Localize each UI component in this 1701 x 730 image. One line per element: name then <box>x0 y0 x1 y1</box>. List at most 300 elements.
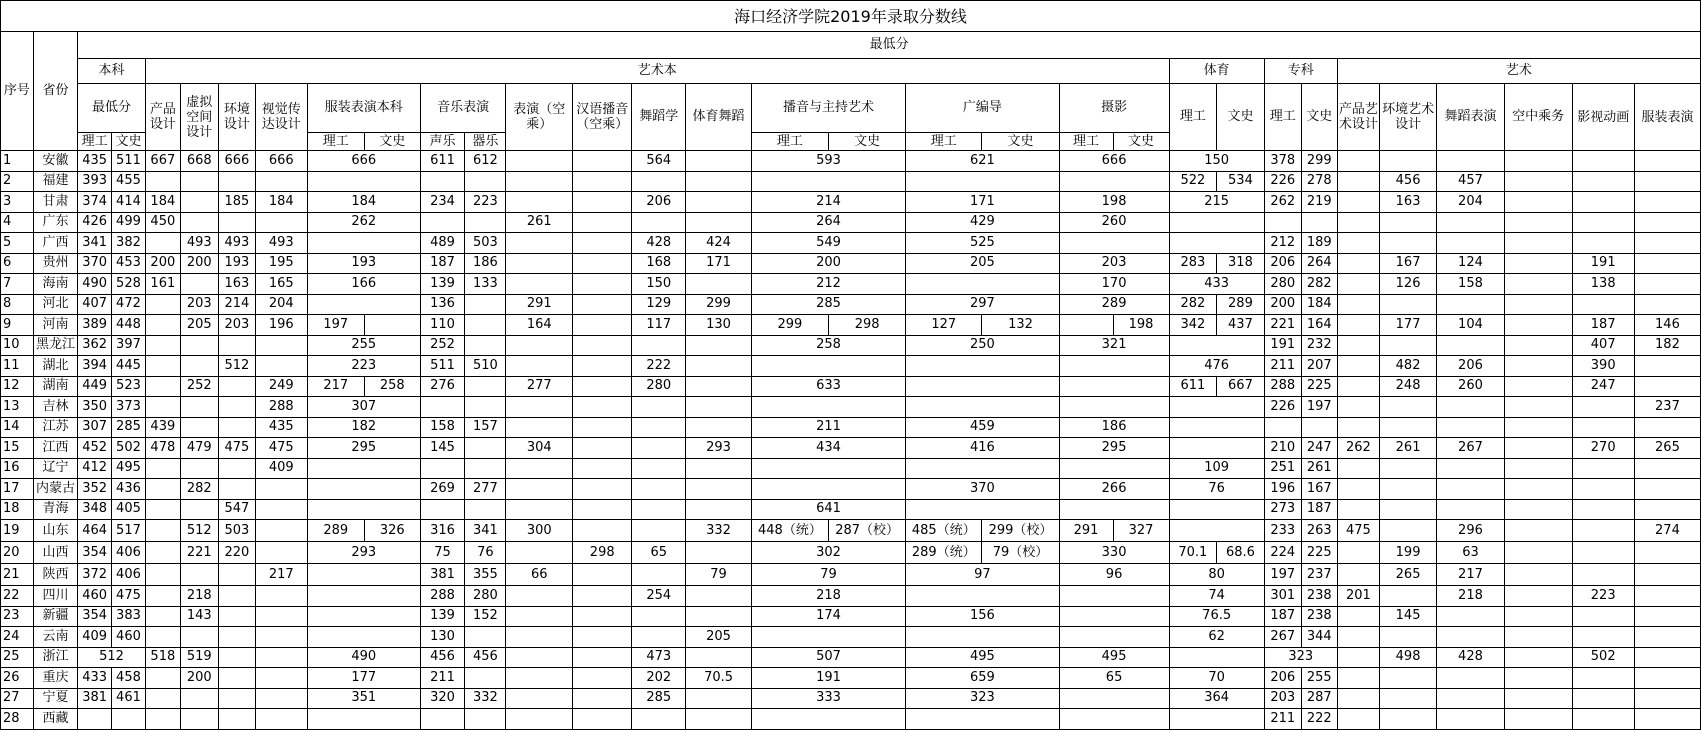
score-cell: 255 <box>1301 668 1337 689</box>
score-cell: 262 <box>1264 192 1301 213</box>
score-cell <box>1059 315 1113 336</box>
score-cell <box>1634 479 1700 500</box>
score-cell <box>465 171 506 192</box>
score-cell <box>255 212 307 233</box>
score-cell <box>145 499 180 520</box>
score-cell <box>1634 647 1700 668</box>
score-cell <box>1504 376 1572 397</box>
score-cell <box>1572 192 1634 213</box>
score-cell: 200 <box>180 668 218 689</box>
score-cell <box>1380 709 1437 730</box>
score-cell: 373 <box>112 397 146 418</box>
score-cell <box>686 688 752 709</box>
score-cell <box>1169 212 1264 233</box>
score-cell: 502 <box>1572 647 1634 668</box>
score-cell: 472 <box>112 294 146 315</box>
score-cell <box>1504 397 1572 418</box>
score-cell: 109 <box>1169 458 1264 479</box>
score-cell: 225 <box>1301 542 1337 564</box>
score-cell <box>686 417 752 438</box>
score-cell: 456 <box>420 647 464 668</box>
header-tiyu-ligong: 理工 <box>1169 84 1217 151</box>
score-cell: 104 <box>1437 315 1505 336</box>
score-cell: 232 <box>1301 335 1337 356</box>
row-index: 28 <box>1 709 34 730</box>
score-cell <box>465 438 506 459</box>
score-cell <box>1634 233 1700 254</box>
score-cell: 296 <box>1437 520 1505 542</box>
table-row <box>1 212 1701 233</box>
score-cell <box>1437 499 1505 520</box>
score-cell: 166 <box>307 274 420 295</box>
score-cell: 519 <box>180 647 218 668</box>
score-cell: 667 <box>1217 376 1265 397</box>
score-cell <box>1634 709 1700 730</box>
score-cell <box>1337 335 1379 356</box>
score-cell <box>180 274 218 295</box>
score-cell <box>1337 233 1379 254</box>
score-cell <box>573 151 632 172</box>
score-cell: 510 <box>465 356 506 377</box>
score-cell <box>1337 151 1379 172</box>
score-cell: 184 <box>1301 294 1337 315</box>
score-cell <box>420 709 464 730</box>
score-cell: 285 <box>632 688 686 709</box>
header-hanyu: 汉语播音（空乘） <box>573 84 632 151</box>
score-cell: 260 <box>1059 212 1169 233</box>
score-cell <box>506 586 573 607</box>
score-cell: 252 <box>180 376 218 397</box>
score-cell <box>1504 253 1572 274</box>
score-cell <box>1504 171 1572 192</box>
score-cell: 301 <box>1264 586 1301 607</box>
score-cell <box>1437 606 1505 627</box>
score-cell <box>218 688 255 709</box>
score-table <box>0 31 1701 730</box>
score-cell <box>1380 233 1437 254</box>
row-province: 西藏 <box>33 709 77 730</box>
row-index: 12 <box>1 376 34 397</box>
score-cell: 79（校） <box>982 542 1059 564</box>
score-cell <box>906 709 1059 730</box>
score-cell <box>751 397 905 418</box>
score-cell: 206 <box>1437 356 1505 377</box>
score-cell <box>686 647 752 668</box>
score-cell <box>1380 397 1437 418</box>
score-cell: 74 <box>1169 586 1264 607</box>
score-cell <box>1169 438 1264 459</box>
score-cell: 200 <box>145 253 180 274</box>
score-cell: 300 <box>506 520 573 542</box>
score-cell: 460 <box>78 586 112 607</box>
score-cell <box>1504 606 1572 627</box>
score-cell: 348 <box>78 499 112 520</box>
row-province: 江西 <box>33 438 77 459</box>
score-cell: 198 <box>1059 192 1169 213</box>
score-cell <box>145 586 180 607</box>
score-cell: 280 <box>465 586 506 607</box>
score-cell <box>180 417 218 438</box>
header-fuzhuang-wenshi: 文史 <box>364 133 420 151</box>
score-cell <box>1337 647 1379 668</box>
score-cell: 63 <box>1437 542 1505 564</box>
score-cell <box>1337 709 1379 730</box>
row-province: 贵州 <box>33 253 77 274</box>
score-cell <box>78 709 112 730</box>
score-cell: 222 <box>1301 709 1337 730</box>
score-cell <box>632 709 686 730</box>
row-province: 海南 <box>33 274 77 295</box>
score-cell: 203 <box>218 315 255 336</box>
score-cell: 278 <box>1301 171 1337 192</box>
score-cell: 223 <box>307 356 420 377</box>
score-cell <box>1169 499 1264 520</box>
table-row <box>1 274 1701 295</box>
score-cell: 110 <box>420 315 464 336</box>
score-cell: 234 <box>420 192 464 213</box>
score-cell: 226 <box>1264 397 1301 418</box>
score-cell: 333 <box>751 688 905 709</box>
table-row <box>1 171 1701 192</box>
header-tiyu-wenshi: 文史 <box>1217 84 1265 151</box>
score-cell: 191 <box>751 668 905 689</box>
score-cell: 282 <box>1169 294 1217 315</box>
score-cell: 197 <box>307 315 364 336</box>
score-cell: 167 <box>1301 479 1337 500</box>
score-cell <box>1169 397 1264 418</box>
score-cell <box>573 668 632 689</box>
score-cell <box>1337 606 1379 627</box>
row-index: 15 <box>1 438 34 459</box>
row-index: 9 <box>1 315 34 336</box>
score-cell <box>1437 627 1505 648</box>
score-cell: 145 <box>1380 606 1437 627</box>
score-cell: 170 <box>1059 274 1169 295</box>
score-cell <box>1059 688 1169 709</box>
score-cell <box>218 458 255 479</box>
score-cell: 184 <box>145 192 180 213</box>
score-cell <box>1504 335 1572 356</box>
score-cell <box>1504 668 1572 689</box>
score-cell <box>1380 479 1437 500</box>
score-cell: 307 <box>307 397 420 418</box>
score-cell: 267 <box>1264 627 1301 648</box>
score-cell <box>145 709 180 730</box>
score-cell: 145 <box>420 438 464 459</box>
score-cell <box>1634 356 1700 377</box>
score-cell <box>1634 376 1700 397</box>
score-cell: 289（统） <box>906 542 982 564</box>
score-cell <box>145 315 180 336</box>
score-cell <box>1301 417 1337 438</box>
score-cell <box>145 376 180 397</box>
header-sheying-ligong: 理工 <box>1059 133 1113 151</box>
score-cell: 564 <box>632 151 686 172</box>
score-cell: 490 <box>307 647 420 668</box>
score-cell <box>1380 627 1437 648</box>
score-cell: 389 <box>78 315 112 336</box>
score-cell: 138 <box>1572 274 1634 295</box>
score-cell: 475 <box>255 438 307 459</box>
row-province: 河北 <box>33 294 77 315</box>
score-cell: 70 <box>1169 668 1264 689</box>
score-cell <box>307 586 420 607</box>
score-cell: 381 <box>420 564 464 586</box>
header-tiyu-wudao: 体育舞蹈 <box>686 84 752 151</box>
score-cell <box>1059 356 1169 377</box>
score-cell: 182 <box>1634 335 1700 356</box>
table-row <box>1 417 1701 438</box>
score-cell <box>573 356 632 377</box>
score-cell <box>218 586 255 607</box>
score-cell <box>1264 212 1301 233</box>
score-cell <box>1059 458 1169 479</box>
score-cell: 633 <box>751 376 905 397</box>
row-index: 20 <box>1 542 34 564</box>
score-cell: 79 <box>751 564 905 586</box>
score-cell: 549 <box>751 233 905 254</box>
score-cell <box>1169 709 1264 730</box>
score-cell <box>1634 564 1700 586</box>
score-cell <box>1337 171 1379 192</box>
score-cell <box>1504 479 1572 500</box>
score-cell: 666 <box>255 151 307 172</box>
score-cell: 200 <box>751 253 905 274</box>
header-benke-wenshi: 文史 <box>112 133 146 151</box>
score-cell <box>1572 151 1634 172</box>
score-cell: 266 <box>1059 479 1169 500</box>
score-cell <box>1337 376 1379 397</box>
score-cell <box>1380 688 1437 709</box>
table-row <box>1 668 1701 689</box>
score-cell <box>145 397 180 418</box>
score-cell <box>145 688 180 709</box>
score-cell: 495 <box>906 647 1059 668</box>
score-cell <box>1504 688 1572 709</box>
score-cell <box>906 586 1059 607</box>
score-cell: 475 <box>218 438 255 459</box>
table-row <box>1 335 1701 356</box>
header-qiyue: 器乐 <box>465 133 506 151</box>
score-cell: 139 <box>420 606 464 627</box>
score-cell: 394 <box>78 356 112 377</box>
score-cell <box>751 171 905 192</box>
header-guangbian-wenshi: 文史 <box>982 133 1059 151</box>
score-cell: 217 <box>307 376 364 397</box>
score-cell: 165 <box>255 274 307 295</box>
score-cell: 332 <box>686 520 752 542</box>
score-cell: 478 <box>145 438 180 459</box>
score-cell <box>1572 520 1634 542</box>
row-index: 19 <box>1 520 34 542</box>
score-cell <box>145 564 180 586</box>
header-guangbian-ligong: 理工 <box>906 133 982 151</box>
score-cell <box>1504 564 1572 586</box>
header-zk-yingshi: 影视动画 <box>1572 84 1634 151</box>
score-cell <box>145 606 180 627</box>
score-cell: 503 <box>465 233 506 254</box>
score-cell: 433 <box>78 668 112 689</box>
score-cell <box>1380 417 1437 438</box>
score-cell: 517 <box>112 520 146 542</box>
score-cell: 198 <box>1113 315 1169 336</box>
score-cell: 434 <box>751 438 905 459</box>
score-cell: 493 <box>255 233 307 254</box>
score-cell <box>506 647 573 668</box>
score-cell: 191 <box>1264 335 1301 356</box>
score-cell: 456 <box>1380 171 1437 192</box>
score-cell: 397 <box>112 335 146 356</box>
score-cell <box>1169 335 1264 356</box>
score-cell <box>1634 212 1700 233</box>
score-cell: 412 <box>78 458 112 479</box>
score-cell <box>573 315 632 336</box>
score-cell: 220 <box>218 542 255 564</box>
score-cell: 511 <box>420 356 464 377</box>
score-cell <box>1572 171 1634 192</box>
score-cell: 295 <box>307 438 420 459</box>
score-cell: 495 <box>112 458 146 479</box>
score-cell <box>751 356 905 377</box>
score-cell <box>465 668 506 689</box>
score-cell <box>1572 627 1634 648</box>
score-cell: 262 <box>1337 438 1379 459</box>
score-cell: 62 <box>1169 627 1264 648</box>
score-cell: 489 <box>420 233 464 254</box>
score-cell <box>255 709 307 730</box>
score-cell <box>632 438 686 459</box>
score-cell: 350 <box>78 397 112 418</box>
header-province: 省份 <box>33 32 77 151</box>
score-cell <box>1337 253 1379 274</box>
score-cell <box>1059 499 1169 520</box>
row-index: 10 <box>1 335 34 356</box>
score-cell <box>1337 479 1379 500</box>
row-index: 11 <box>1 356 34 377</box>
score-cell <box>1169 417 1264 438</box>
score-cell <box>145 542 180 564</box>
score-cell <box>180 627 218 648</box>
score-cell: 448 <box>112 315 146 336</box>
score-cell: 203 <box>1264 688 1301 709</box>
row-index: 25 <box>1 647 34 668</box>
score-cell: 512 <box>218 356 255 377</box>
score-cell <box>465 294 506 315</box>
score-cell <box>506 458 573 479</box>
score-cell <box>573 274 632 295</box>
score-cell: 196 <box>1264 479 1301 500</box>
row-province: 江苏 <box>33 417 77 438</box>
score-cell <box>1437 294 1505 315</box>
score-cell <box>465 212 506 233</box>
header-benke-lowest: 最低分 <box>78 84 146 133</box>
score-cell <box>573 479 632 500</box>
score-cell <box>506 417 573 438</box>
table-row <box>1 315 1701 336</box>
row-index: 26 <box>1 668 34 689</box>
score-cell <box>1337 668 1379 689</box>
score-cell: 130 <box>686 315 752 336</box>
score-cell <box>632 397 686 418</box>
score-cell <box>1572 709 1634 730</box>
score-cell <box>1337 356 1379 377</box>
score-cell <box>1504 709 1572 730</box>
score-cell: 203 <box>180 294 218 315</box>
row-province: 浙江 <box>33 647 77 668</box>
score-cell <box>686 499 752 520</box>
score-cell <box>573 417 632 438</box>
score-cell: 475 <box>1337 520 1379 542</box>
score-cell <box>506 253 573 274</box>
score-cell <box>218 397 255 418</box>
score-cell: 206 <box>632 192 686 213</box>
score-cell <box>255 586 307 607</box>
header-shijue: 视觉传达设计 <box>255 84 307 151</box>
score-cell <box>632 458 686 479</box>
score-cell: 258 <box>751 335 905 356</box>
score-cell <box>465 335 506 356</box>
score-cell <box>632 564 686 586</box>
score-cell: 70.5 <box>686 668 752 689</box>
score-cell: 223 <box>1572 586 1634 607</box>
table-row <box>1 520 1701 542</box>
score-cell: 65 <box>1059 668 1169 689</box>
score-cell <box>180 397 218 418</box>
score-cell <box>573 499 632 520</box>
score-cell: 362 <box>78 335 112 356</box>
score-cell: 288 <box>1264 376 1301 397</box>
score-cell <box>632 627 686 648</box>
score-cell <box>506 171 573 192</box>
score-cell <box>573 564 632 586</box>
score-cell: 186 <box>465 253 506 274</box>
header-fuzhuang-bk: 服装表演本科 <box>307 84 420 133</box>
score-cell: 498 <box>1380 647 1437 668</box>
score-cell <box>632 606 686 627</box>
score-cell <box>255 479 307 500</box>
score-cell <box>573 212 632 233</box>
row-index: 14 <box>1 417 34 438</box>
score-cell: 158 <box>420 417 464 438</box>
score-cell: 323 <box>906 688 1059 709</box>
score-cell <box>1572 417 1634 438</box>
score-cell <box>255 520 307 542</box>
score-cell: 659 <box>906 668 1059 689</box>
score-cell: 254 <box>632 586 686 607</box>
score-cell: 332 <box>465 688 506 709</box>
score-cell: 390 <box>1572 356 1634 377</box>
score-cell: 287 <box>1301 688 1337 709</box>
score-cell <box>1380 586 1437 607</box>
score-cell <box>307 709 420 730</box>
score-cell: 237 <box>1634 397 1700 418</box>
score-cell <box>1504 417 1572 438</box>
table-row <box>1 479 1701 500</box>
score-cell <box>180 212 218 233</box>
score-cell: 323 <box>1264 647 1337 668</box>
score-cell <box>145 294 180 315</box>
score-cell: 79 <box>686 564 752 586</box>
score-cell <box>1572 233 1634 254</box>
table-row <box>1 627 1701 648</box>
score-cell: 289 <box>307 520 364 542</box>
score-cell: 238 <box>1301 606 1337 627</box>
score-cell <box>1634 192 1700 213</box>
score-cell: 283 <box>1169 253 1217 274</box>
score-cell <box>1337 688 1379 709</box>
score-cell: 407 <box>78 294 112 315</box>
score-cell <box>1337 542 1379 564</box>
